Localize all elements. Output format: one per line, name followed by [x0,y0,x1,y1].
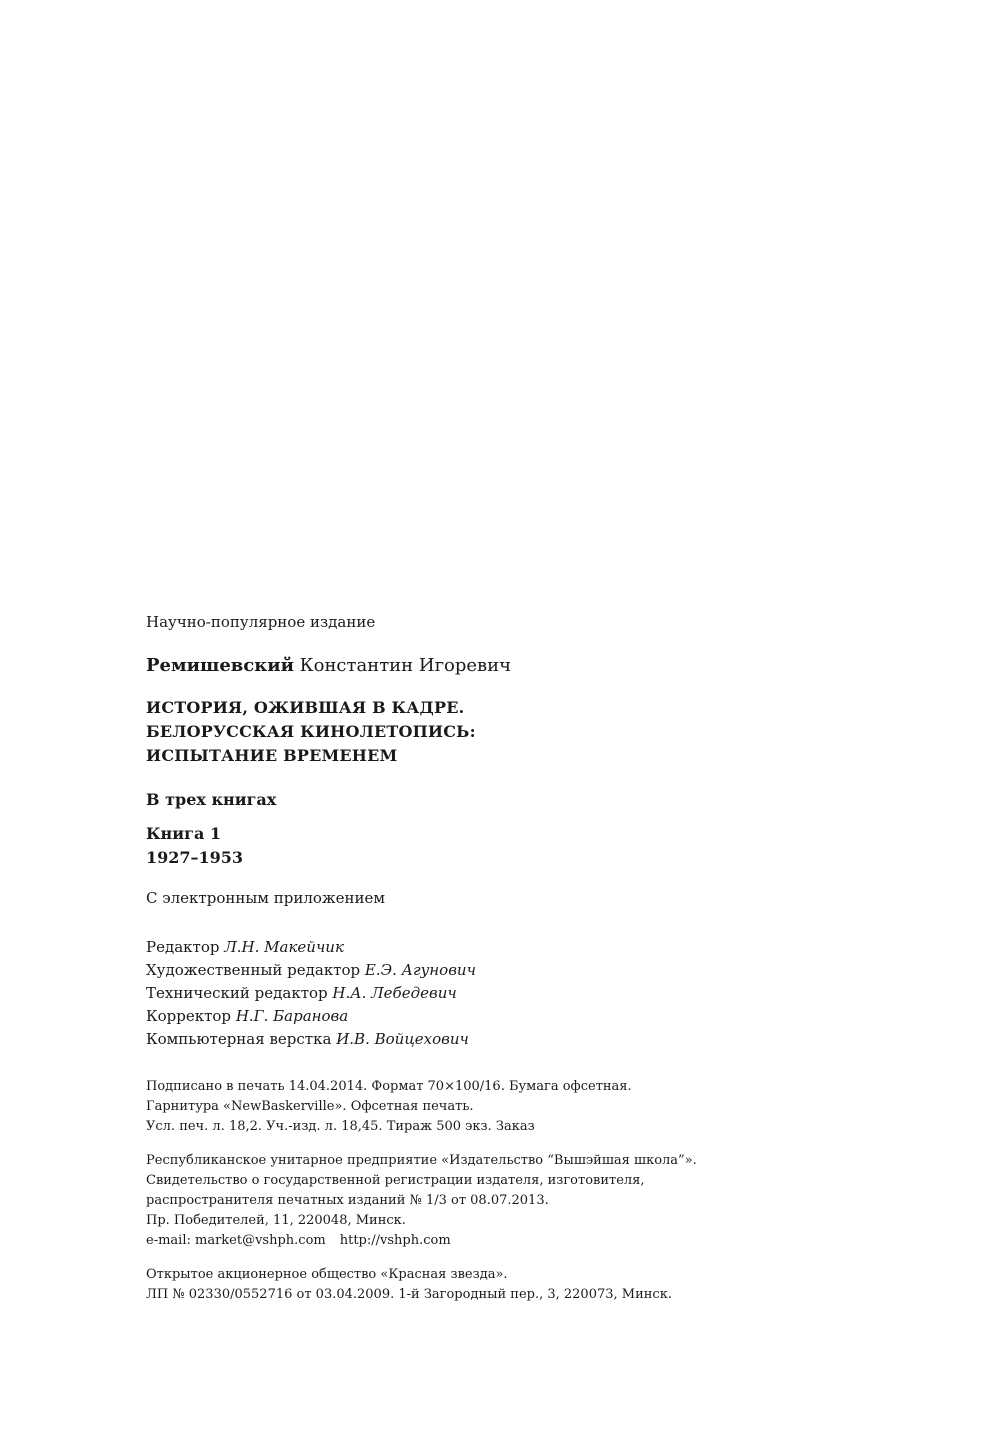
publisher-website: http://vshph.com [339,1233,451,1248]
credit-role: Художественный редактор [146,961,361,979]
publisher-contacts [146,1231,946,1251]
credit-editor [146,936,946,959]
publisher-line: распространителя печатных изданий № 1/3 от 08.07.2013. [146,1193,549,1208]
book-title [146,696,946,768]
credit-role: Редактор [146,938,220,956]
print-line: Подписано в печать 14.04.2014. Формат 70×100/16. Бумага офсетная. [146,1079,632,1094]
print-line: Гарнитура «NewBaskerville». Офсетная печать. [146,1099,474,1114]
credit-tech-editor [146,982,946,1005]
imprint-page [146,612,946,1305]
edition-type: Научно-популярное издание [146,613,376,631]
credit-name: И.В. Войцехович [336,1030,469,1048]
publisher-line: Свидетельство о государственной регистрации издателя, изготовителя, [146,1173,645,1188]
print-line: Усл. печ. л. 18,2. Уч.-изд. л. 18,45. Тираж 500 экз. Заказ [146,1119,535,1134]
book-volume [146,822,946,870]
credit-name: Л.Н. Макейчик [224,938,344,956]
credit-layout [146,1028,946,1051]
credit-role: Компьютерная верстка [146,1030,332,1048]
credit-art-editor [146,959,946,982]
publisher-line: Пр. Победителей, 11, 220048, Минск. [146,1213,406,1228]
supplement-note: С электронным приложением [146,889,386,907]
credits-list [146,936,946,1051]
title-line: ИСТОРИЯ, ОЖИВШАЯ В КАДРЕ. [146,698,465,717]
publisher-line: Республиканское унитарное предприятие «Издательство “Вышэйшая школа”». [146,1153,697,1168]
book-number: Книга 1 [146,824,222,843]
printer-line: ЛП № 02330/0552716 от 03.04.2009. 1-й Загородный пер., 3, 220073, Минск. [146,1287,672,1302]
print-details [146,1077,946,1137]
title-line: БЕЛОРУССКАЯ КИНОЛЕТОПИСЬ: [146,722,476,741]
title-line: ИСПЫТАНИЕ ВРЕМЕНЕМ [146,746,398,765]
author-surname: Ремишевский [146,655,294,676]
publisher-email: e-mail: market@vshph.com [146,1233,326,1248]
credit-proofreader [146,1005,946,1028]
books-count: В трех книгах [146,790,277,809]
publisher-info [146,1151,946,1251]
credit-name: Е.Э. Агунович [364,961,476,979]
credit-name: Н.А. Лебедевич [332,984,457,1002]
printer-line: Открытое акционерное общество «Красная звезда». [146,1267,508,1282]
book-years: 1927–1953 [146,848,244,867]
printer-info [146,1265,946,1305]
credit-role: Корректор [146,1007,232,1025]
author [146,654,946,678]
author-given-names: Константин Игоревич [299,655,512,676]
credit-role: Технический редактор [146,984,328,1002]
credit-name: Н.Г. Баранова [235,1007,349,1025]
